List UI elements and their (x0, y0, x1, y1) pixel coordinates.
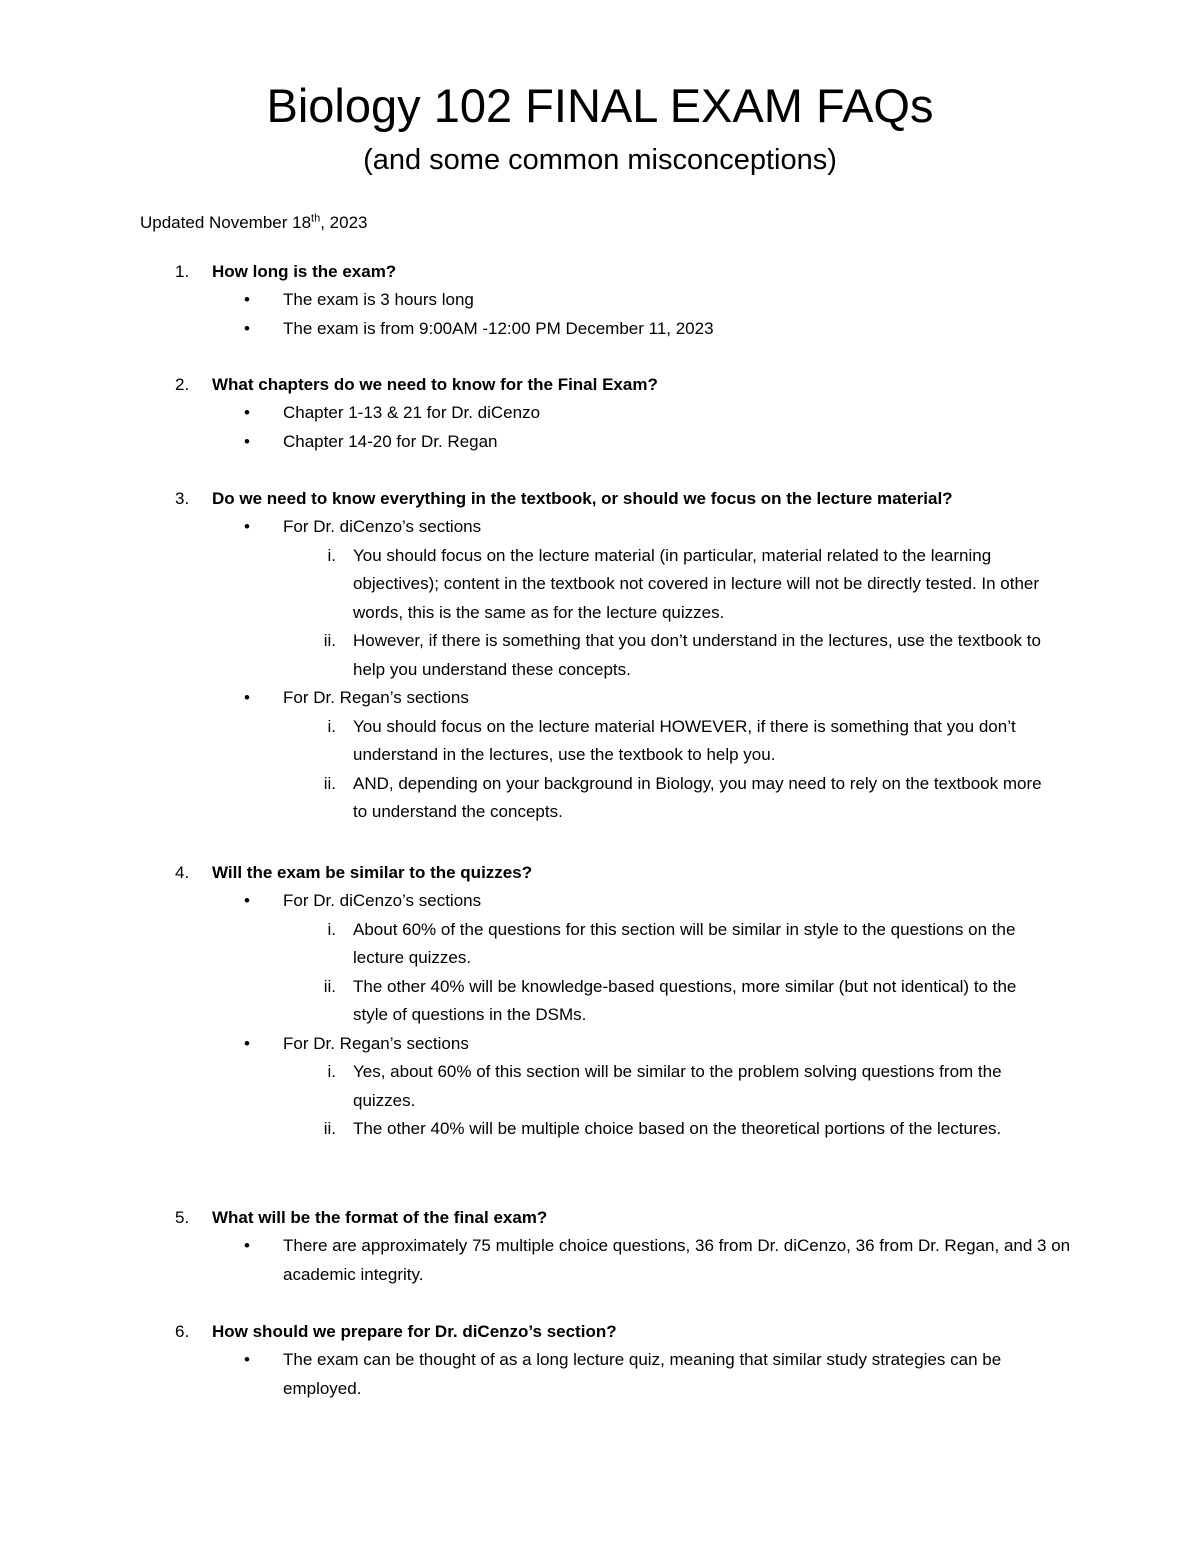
bullet-marker: • (244, 891, 250, 910)
faq-question (0, 484, 1200, 827)
document-title: Biology 102 FINAL EXAM FAQs (266, 79, 934, 132)
question-number: 1. (175, 262, 190, 281)
question-text: What will be the format of the final exam? (212, 1208, 548, 1227)
bullet-text: Chapter 1-13 & 21 for Dr. diCenzo (283, 403, 541, 422)
roman-numeral: ii. (323, 773, 336, 793)
roman-numeral: i. (327, 919, 336, 939)
question-number: 6. (175, 1322, 190, 1341)
bullet-text: The exam is from 9:00AM -12:00 PM December 11, 2023 (283, 318, 714, 338)
bullet-marker: • (244, 688, 250, 707)
roman-numeral: ii. (323, 1119, 336, 1138)
question-text: Do we need to know everything in the textbook, or should we focus on the lecture material? (212, 489, 953, 508)
sub-item (0, 1058, 1053, 1115)
bullet-text: For Dr. diCenzo’s sections (283, 517, 482, 536)
question-heading (0, 484, 1200, 513)
bullet-text: There are approximately 75 multiple choice questions, 36 from Dr. diCenzo, 36 from Dr. Regan, and 3 on academic integrity. (283, 1236, 1071, 1284)
bullet-item (0, 513, 1073, 542)
bullet-item (0, 887, 1073, 916)
updated-sup: th (311, 212, 321, 225)
bullet-marker: • (244, 1033, 250, 1053)
roman-numeral: ii. (323, 976, 336, 996)
updated-date (140, 208, 368, 238)
sub-item (0, 916, 1053, 973)
bullet-text: For Dr. diCenzo’s sections (283, 891, 482, 910)
bullet-item (0, 684, 1073, 713)
sub-item-text: AND, depending on your background in Biology, you may need to rely on the textbook more to understand the concepts. (353, 773, 1042, 821)
bullet-item (0, 315, 1073, 344)
updated-prefix: Updated November 18 (140, 213, 312, 232)
sub-item-text: You should focus on the lecture material HOWEVER, if there is something that you don’t understand in the lectures, use the textbook to help you. (353, 716, 1016, 764)
sub-item (0, 770, 1053, 827)
sub-item (0, 1115, 1053, 1144)
bullet-marker: • (244, 517, 250, 536)
sub-item-text: However, if there is something that you don’t understand in the lectures, use the textbook to help you understand these concepts. (353, 631, 1041, 679)
faq-question (0, 257, 1200, 343)
bullet-text: For Dr. Regan’s sections (283, 1033, 469, 1053)
sub-item (0, 542, 1053, 628)
bullet-marker: • (244, 290, 250, 309)
bullet-text: Chapter 14-20 for Dr. Regan (283, 431, 498, 451)
bullet-item (0, 399, 1073, 428)
roman-numeral: i. (327, 545, 336, 565)
bullet-item (0, 286, 1073, 315)
sub-item-text: The other 40% will be knowledge-based questions, more similar (but not identical) to the style of questions in the DSMs. (353, 976, 1017, 1024)
sub-item (0, 627, 1053, 684)
sub-item-text: You should focus on the lecture material (in particular, material related to the learning objectives); content in the textbook not covered in lecture will not be directly tested. In other words, this is the same as for the lecture quizzes. (353, 545, 1040, 622)
question-text: Will the exam be similar to the quizzes? (212, 863, 533, 882)
sub-item (0, 973, 1053, 1030)
sub-item-text: About 60% of the questions for this section will be similar in style to the questions on the lecture quizzes. (353, 919, 1016, 967)
roman-numeral: i. (327, 716, 336, 736)
bullet-item (0, 428, 1073, 457)
question-heading (0, 858, 1200, 887)
bullet-text: The exam can be thought of as a long lecture quiz, meaning that similar study strategies can be employed. (283, 1350, 1002, 1398)
question-number: 5. (175, 1208, 190, 1227)
question-number: 2. (175, 375, 190, 394)
question-text: How should we prepare for Dr. diCenzo’s section? (212, 1322, 617, 1341)
question-heading (0, 257, 1200, 286)
roman-numeral: ii. (323, 631, 336, 650)
bullet-text: For Dr. Regan’s sections (283, 688, 469, 707)
question-number: 4. (175, 863, 190, 882)
bullet-marker: • (244, 403, 250, 422)
question-text: What chapters do we need to know for the Final Exam? (212, 375, 658, 394)
question-heading (0, 370, 1200, 399)
bullet-item (0, 1030, 1073, 1059)
sub-item-text: Yes, about 60% of this section will be similar to the problem solving questions from the quizzes. (353, 1062, 1002, 1110)
bullet-marker: • (244, 1236, 250, 1255)
updated-suffix: , 2023 (320, 213, 368, 232)
sub-item-text: The other 40% will be multiple choice based on the theoretical portions of the lectures. (353, 1119, 1002, 1138)
faq-question (0, 1203, 1200, 1289)
question-number: 3. (175, 489, 190, 508)
bullet-marker: • (244, 1350, 250, 1369)
sub-item (0, 713, 1053, 770)
bullet-item (0, 1346, 1073, 1403)
faq-question (0, 1317, 1200, 1403)
faq-question (0, 858, 1200, 1144)
faq-question (0, 370, 1200, 456)
question-text: How long is the exam? (212, 262, 397, 281)
question-heading (0, 1317, 1200, 1346)
roman-numeral: i. (327, 1062, 336, 1081)
bullet-marker: • (244, 431, 250, 451)
bullet-item (0, 1232, 1073, 1289)
bullet-text: The exam is 3 hours long (283, 290, 474, 309)
document-subtitle: (and some common misconceptions) (363, 144, 837, 176)
bullet-marker: • (244, 318, 250, 338)
question-heading (0, 1203, 1200, 1232)
